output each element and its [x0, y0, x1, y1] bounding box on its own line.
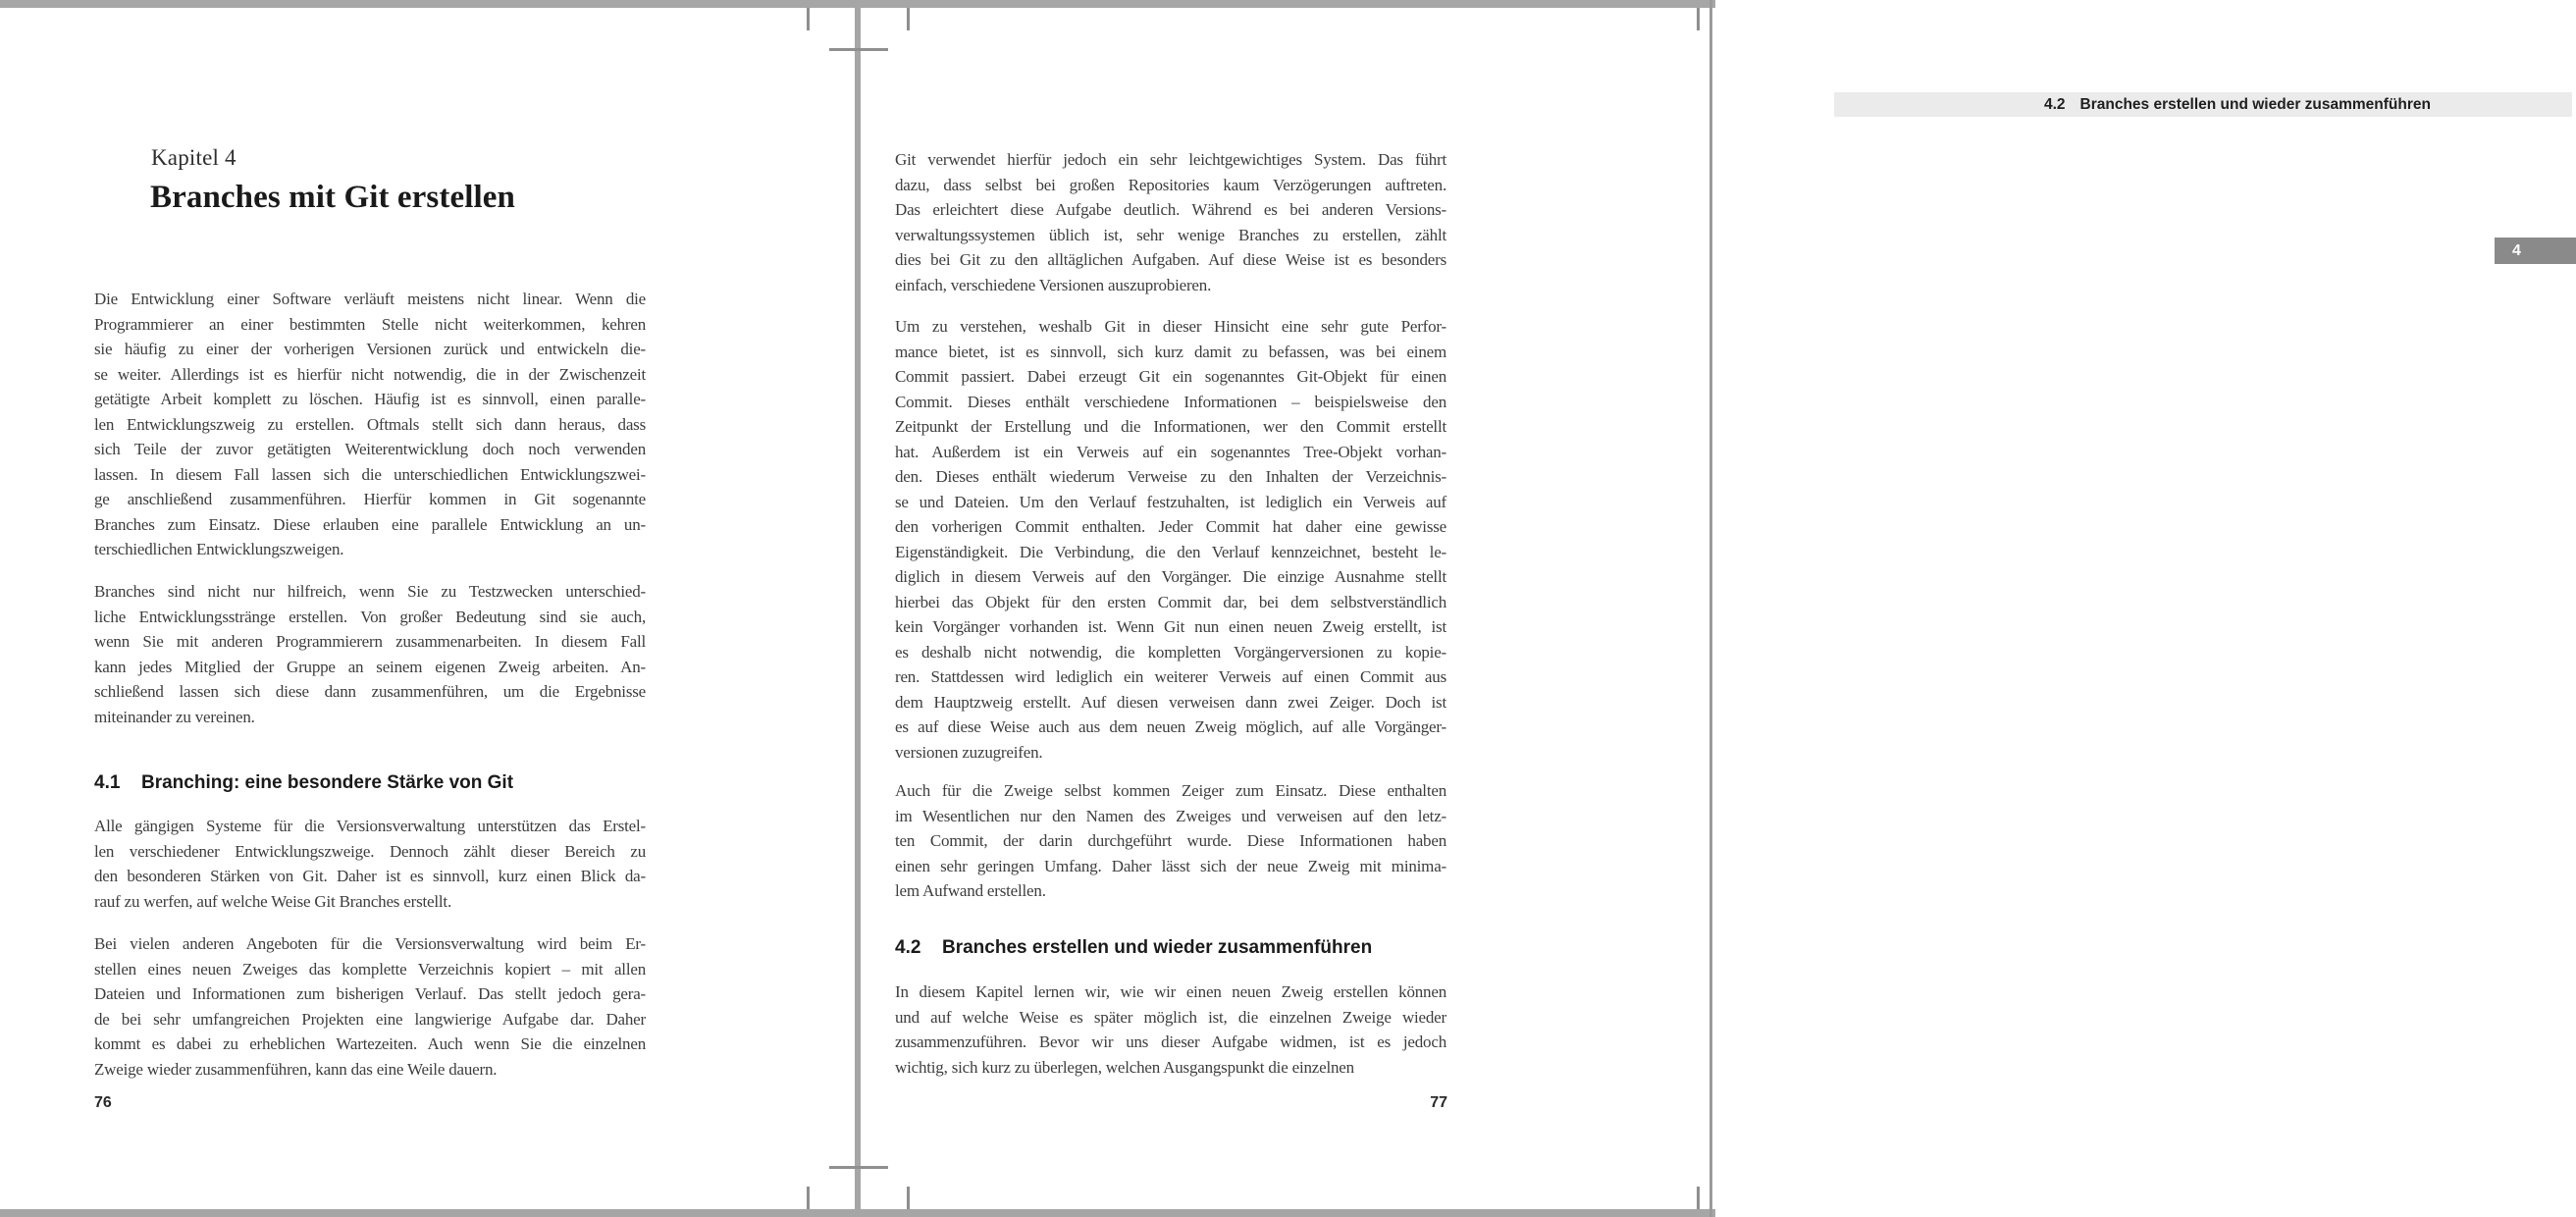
- text-line: Branches zum Einsatz. Diese erlauben eine parallele Entwicklung an un-: [94, 514, 646, 534]
- page-number-right: 77: [1430, 1094, 1447, 1111]
- paragraph: [94, 931, 646, 1082]
- text-line: Commit. Dieses enthält verschiedene Informationen – beispielsweise den: [895, 392, 1446, 411]
- chapter-thumb-tab: 4: [2495, 238, 2576, 264]
- text-line: In diesem Kapitel lernen wir, wie wir einen neuen Zweig erstellen können: [895, 982, 1446, 1001]
- text-line: Zeitpunkt der Erstellung und die Informationen, wer den Commit erstellt: [895, 417, 1446, 436]
- running-header-title: Branches erstellen und wieder zusammenführen: [2079, 95, 2431, 113]
- text-line: Eigenständigkeit. Die Verbindung, die den Verlauf kennzeichnet, besteht le-: [895, 542, 1446, 561]
- text-line: sie häufig zu einer der vorherigen Versionen zurück und entwickeln die-: [94, 340, 646, 358]
- text-line: Programmierer an einer bestimmten Stelle nicht weiterkommen, kehren: [94, 314, 646, 334]
- paragraph: [94, 579, 646, 729]
- text-line: diglich in diesem Verweis auf den Vorgänger. Die einzige Ausnahme stellt: [895, 567, 1446, 586]
- text-line: den. Dieses enthält wiederum Verweise zu den Inhalten der Verzeichnis-: [895, 467, 1446, 486]
- text-line: einen sehr geringen Umfang. Daher lässt sich der neue Zweig mit minima-: [895, 856, 1446, 875]
- text-line: terschiedlichen Entwicklungszweigen.: [94, 540, 344, 558]
- text-line: Zweige wieder zusammenführen, kann das eine Weile dauern.: [94, 1059, 498, 1079]
- text-line: es deshalb nicht notwendig, die kompletten Vorgängerversionen zu kopie-: [895, 642, 1446, 661]
- text-line: se und Dateien. Um den Verlauf festzuhalten, ist lediglich ein Verweis auf: [895, 492, 1446, 511]
- text-line: sich Teile der zuvor getätigten Weiterentwicklung doch noch verwenden: [94, 440, 646, 458]
- text-line: wichtig, sich kurz zu überlegen, welchen Ausgangspunkt die einzelnen: [895, 1057, 1354, 1077]
- text-line: Die Entwicklung einer Software verläuft meistens nicht linear. Wenn die: [94, 290, 646, 308]
- text-line: wenn Sie mit anderen Programmierern zusammenarbeiten. In diesem Fall: [94, 632, 646, 651]
- text-line: lassen. In diesem Fall lassen sich die unterschiedlichen Entwicklungszwei-: [94, 464, 646, 484]
- text-line: ge anschließend zusammenführen. Hierfür kommen in Git sogenannte: [94, 490, 646, 508]
- text-line: lem Aufwand erstellen.: [895, 881, 1046, 900]
- right-trim-line: [1709, 0, 1712, 1217]
- section-number: 4.2: [895, 937, 921, 958]
- text-line: hat. Außerdem ist ein Verweis auf ein sogenanntes Tree-Objekt vorhan-: [895, 442, 1446, 461]
- text-line: kann jedes Mitglied der Gruppe an seinem eigenen Zweig arbeiten. An-: [94, 657, 646, 676]
- text-line: den vorherigen Commit enthalten. Jeder Commit hat daher eine gewisse: [895, 517, 1446, 536]
- section-title: Branching: eine besondere Stärke von Git: [141, 772, 514, 793]
- text-line: ren. Stattdessen wird lediglich ein weiterer Verweis auf einen Commit aus: [895, 667, 1446, 686]
- text-line: kommt es dabei zu erheblichen Wartezeiten. Auch wenn Sie die einzelnen: [94, 1034, 646, 1053]
- text-line: de bei sehr umfangreichen Projekten eine langwierige Aufgabe dar. Daher: [94, 1009, 646, 1029]
- text-line: Um zu verstehen, weshalb Git in dieser Hinsicht eine sehr gute Perfor-: [895, 317, 1446, 336]
- section-heading-4-2: [895, 936, 1446, 960]
- text-line: getätigte Arbeit komplett zu löschen. Häufig ist es sinnvoll, einen paralle-: [94, 390, 646, 408]
- text-line: verwaltungssystemen üblich ist, sehr wenige Branches zu erstellen, zählt: [895, 225, 1446, 244]
- text-line: Git verwendet hierfür jedoch ein sehr leichtgewichtiges System. Das führt: [895, 150, 1446, 169]
- text-line: Commit passiert. Dabei erzeugt Git ein sogenanntes Git-Objekt für einen: [895, 367, 1446, 386]
- page-left: [0, 0, 855, 1217]
- section-heading-4-1: [94, 771, 646, 795]
- text-line: len verschiedener Entwicklungszweige. Dennoch zählt dieser Bereich zu: [94, 841, 646, 861]
- text-line: Alle gängigen Systeme für die Versionsverwaltung unterstützen das Erstel-: [94, 817, 646, 835]
- text-line: Bei vielen anderen Angeboten für die Versionsverwaltung wird beim Er-: [94, 934, 646, 953]
- text-line: einfach, verschiedene Versionen auszuprobieren.: [895, 275, 1212, 294]
- page-right: [861, 0, 2521, 1217]
- text-line: hierbei das Objekt für den ersten Commit dar, bei dem selbstverständlich: [895, 592, 1446, 611]
- text-line: kein Vorgänger vorhanden ist. Wenn Git nun einen neuen Zweig erstellt, ist: [895, 617, 1446, 636]
- paragraph: [895, 147, 1446, 297]
- chapter-title: Branches mit Git erstellen: [150, 180, 515, 215]
- paragraph: [895, 314, 1446, 765]
- text-line: den besonderen Stärken von Git. Daher ist es sinnvoll, kurz einen Blick da-: [94, 867, 646, 885]
- text-line: ten Commit, der darin durchgeführt wurde. Diese Informationen haben: [895, 831, 1446, 850]
- text-line: se weiter. Allerdings ist es hierfür nicht notwendig, die in der Zwischenzeit: [94, 364, 646, 384]
- paragraph: [895, 778, 1446, 904]
- text-line: liche Entwicklungsstränge erstellen. Von großer Bedeutung sind sie auch,: [94, 607, 646, 626]
- text-line: es auf diese Weise auch aus dem neuen Zweig möglich, auf alle Vorgänger-: [895, 717, 1446, 736]
- text-line: Auch für die Zweige selbst kommen Zeiger zum Einsatz. Diese enthalten: [895, 781, 1446, 800]
- running-header: [1834, 92, 2572, 117]
- paragraph: [94, 814, 646, 914]
- text-line: zusammenzuführen. Bevor wir uns dieser Aufgabe widmen, ist es jedoch: [895, 1032, 1446, 1051]
- text-line: len Entwicklungszweig zu erstellen. Oftmals stellt sich dann heraus, dass: [94, 414, 646, 434]
- text-line: schließend lassen sich diese dann zusammenführen, um die Ergebnisse: [94, 682, 646, 701]
- text-line: dazu, dass selbst bei großen Repositories kaum Verzögerungen auftreten.: [895, 175, 1446, 194]
- chapter-kicker: Kapitel 4: [151, 145, 237, 170]
- page-number-left: 76: [94, 1094, 112, 1111]
- text-line: versionen zuzugreifen.: [895, 742, 1043, 762]
- text-line: Branches sind nicht nur hilfreich, wenn Sie zu Testzwecken unterschied-: [94, 582, 646, 601]
- text-line: stellen eines neuen Zweiges das komplette Verzeichnis kopiert – mit allen: [94, 959, 646, 979]
- text-line: Dateien und Informationen zum bisherigen Verlauf. Das stellt jedoch gera-: [94, 984, 646, 1003]
- text-line: rauf zu werfen, auf welche Weise Git Branches erstellt.: [94, 891, 451, 911]
- section-number: 4.1: [94, 772, 121, 793]
- text-line: im Wesentlichen nur den Namen des Zweiges und verweisen auf den letz-: [895, 806, 1446, 825]
- running-header-number: 4.2: [2043, 95, 2066, 113]
- text-line: dem Hauptzweig erstellt. Auf diesen verweisen dann zwei Zeiger. Doch ist: [895, 692, 1446, 712]
- text-line: miteinander zu vereinen.: [94, 707, 255, 726]
- text-line: Das erleichtert diese Aufgabe deutlich. Während es bei anderen Versions-: [895, 200, 1446, 219]
- paragraph: [94, 287, 646, 562]
- text-line: mance bietet, ist es sinnvoll, sich kurz damit zu befassen, was bei einem: [895, 342, 1446, 361]
- paragraph: [895, 979, 1446, 1080]
- text-line: und auf welche Weise es später möglich ist, die einzelnen Zweige wieder: [895, 1007, 1446, 1027]
- section-title: Branches erstellen und wieder zusammenführen: [942, 937, 1373, 958]
- text-line: dies bei Git zu den alltäglichen Aufgaben. Auf diese Weise ist es besonders: [895, 250, 1446, 269]
